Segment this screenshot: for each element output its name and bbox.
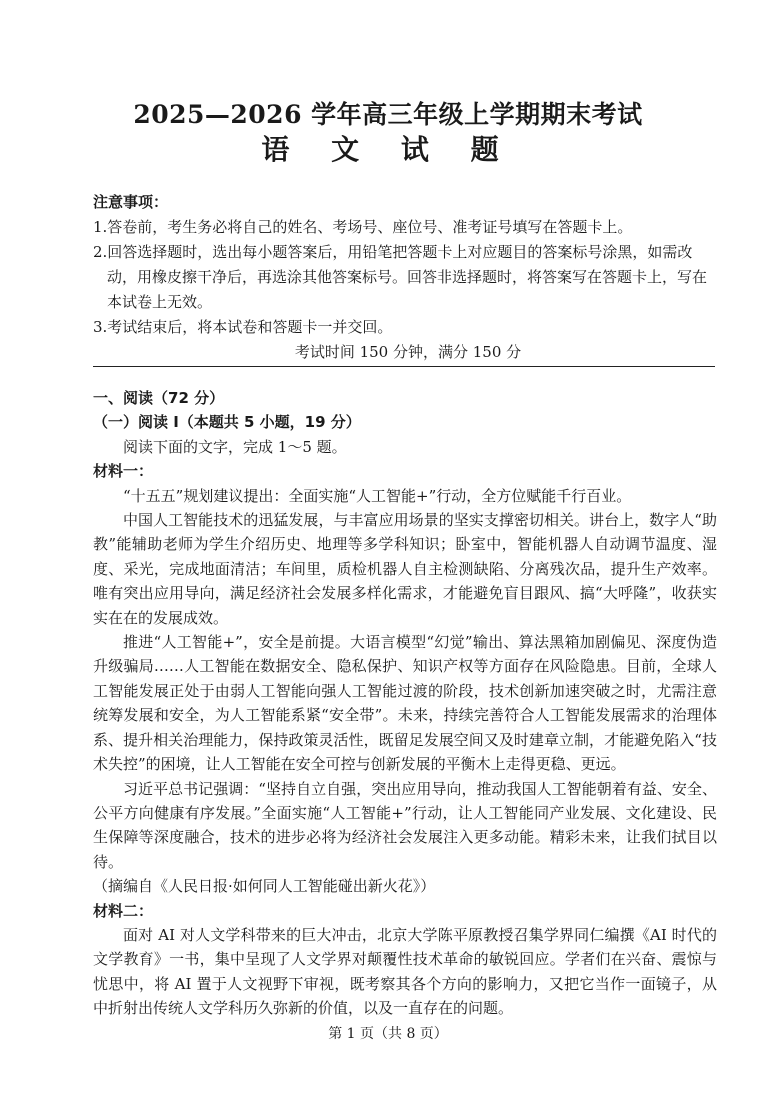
subsection-title: （一）阅读 I（本题共 5 小题，19 分）	[93, 413, 361, 432]
material-1-label: 材料一：	[93, 462, 154, 481]
section-title: 一、阅读（72 分）	[93, 389, 225, 407]
notice-item-2-cont-1: 动，用橡皮擦干净后，再选涂其他答案标号。回答非选择题时，将答案写在答题卡上，写在	[107, 268, 708, 286]
subject-title: 语 文 试 题	[261, 133, 515, 166]
material-2-label: 材料二：	[93, 901, 154, 920]
notice-heading: 注意事项：	[93, 193, 169, 211]
exam-title: 2025—2026 学年高三年级上学期期末考试	[133, 100, 643, 129]
notice-block	[93, 190, 723, 365]
section-instruction: 阅读下面的文字，完成 1～5 题。	[123, 437, 347, 456]
material-1-paragraph: 推进“人工智能+”，安全是前提。大语言模型“幻觉”输出、算法黑箱加剧偏见、深度伪造升级骗局……人工智能在数据安全、隐私保护、知识产权等方面存在风险隐患。目前，全球人工智能发展正处于由弱人工智能向强人工智能过渡的阶段，技术创新加速突破之时，尤需注意统筹发展和安全，为人工智能系紧“安全带”。未来，持续完善符合人工智能发展需求的治理体系、提升相关治理能力，保持政策灵活性，既留足发展空间又及时建章立制，才能避免陷入“技术失控”的困境，让人工智能在安全可控与创新发展的平衡木上走得更稳、更远。	[93, 633, 717, 774]
exam-time: 考试时间 150 分钟，满分 150 分	[294, 343, 522, 361]
material-1-paragraph: 习近平总书记强调：“坚持自立自强，突出应用导向，推动我国人工智能朝着有益、安全、公平方向健康有序发展。”全面实施“人工智能+”行动，让人工智能同产业发展、文化建设、民生保障等深度融合，技术的进步必将为经济社会发展注入更多动能。精彩未来，让我们拭目以待。	[93, 779, 717, 871]
material-1-paragraph: 中国人工智能技术的迅猛发展，与丰富应用场景的坚实支撑密切相关。讲台上，数字人“助教”能辅助老师为学生介绍历史、地理等多学科知识；卧室中，智能机器人自动调节温度、湿度、采光，完成地面清洁；车间里，质检机器人自主检测缺陷、分离残次品，提升生产效率。唯有突出应用导向，满足经济社会发展多样化需求，才能避免盲目跟风、搞“大呼隆”，收获实实在在的发展成效。	[93, 511, 717, 627]
notice-item-2: 2.回答选择题时，选出每小题答案后，用铅笔把答题卡上对应题目的答案标号涂黑，如需改	[93, 243, 693, 261]
notice-item-1: 1.答卷前，考生务必将自己的姓名、考场号、座位号、准考证号填写在答题卡上。	[93, 218, 633, 236]
page-number: 第 1 页（共 8 页）	[328, 1026, 448, 1042]
divider-line	[93, 366, 715, 367]
material-2-paragraph: 面对 AI 对人文学科带来的巨大冲击，北京大学陈平原教授召集学界同仁编撰《AI 时代的文学教育》一书，集中呈现了人文学界对颠覆性技术革命的敏锐回应。学者们在兴奋、震惊与忧思中，将 AI 置于人文视野下审视，既考察其各个方向的影响力，又把它当作一面镜子，从中折射出传统人文学科历久弥新的价值，以及一直存在的问题。	[93, 925, 717, 1018]
material-1-source: （摘编自《人民日报·如何同人工智能碰出新火花》）	[93, 877, 436, 896]
notice-item-2-cont-2: 本试卷上无效。	[107, 293, 213, 311]
material-1-paragraph: “十五五”规划建议提出：全面实施“人工智能+”行动，全方位赋能千行百业。	[123, 486, 632, 505]
reading-section	[93, 386, 717, 1021]
notice-item-3: 3.考试结束后，将本试卷和答题卡一并交回。	[93, 318, 393, 336]
